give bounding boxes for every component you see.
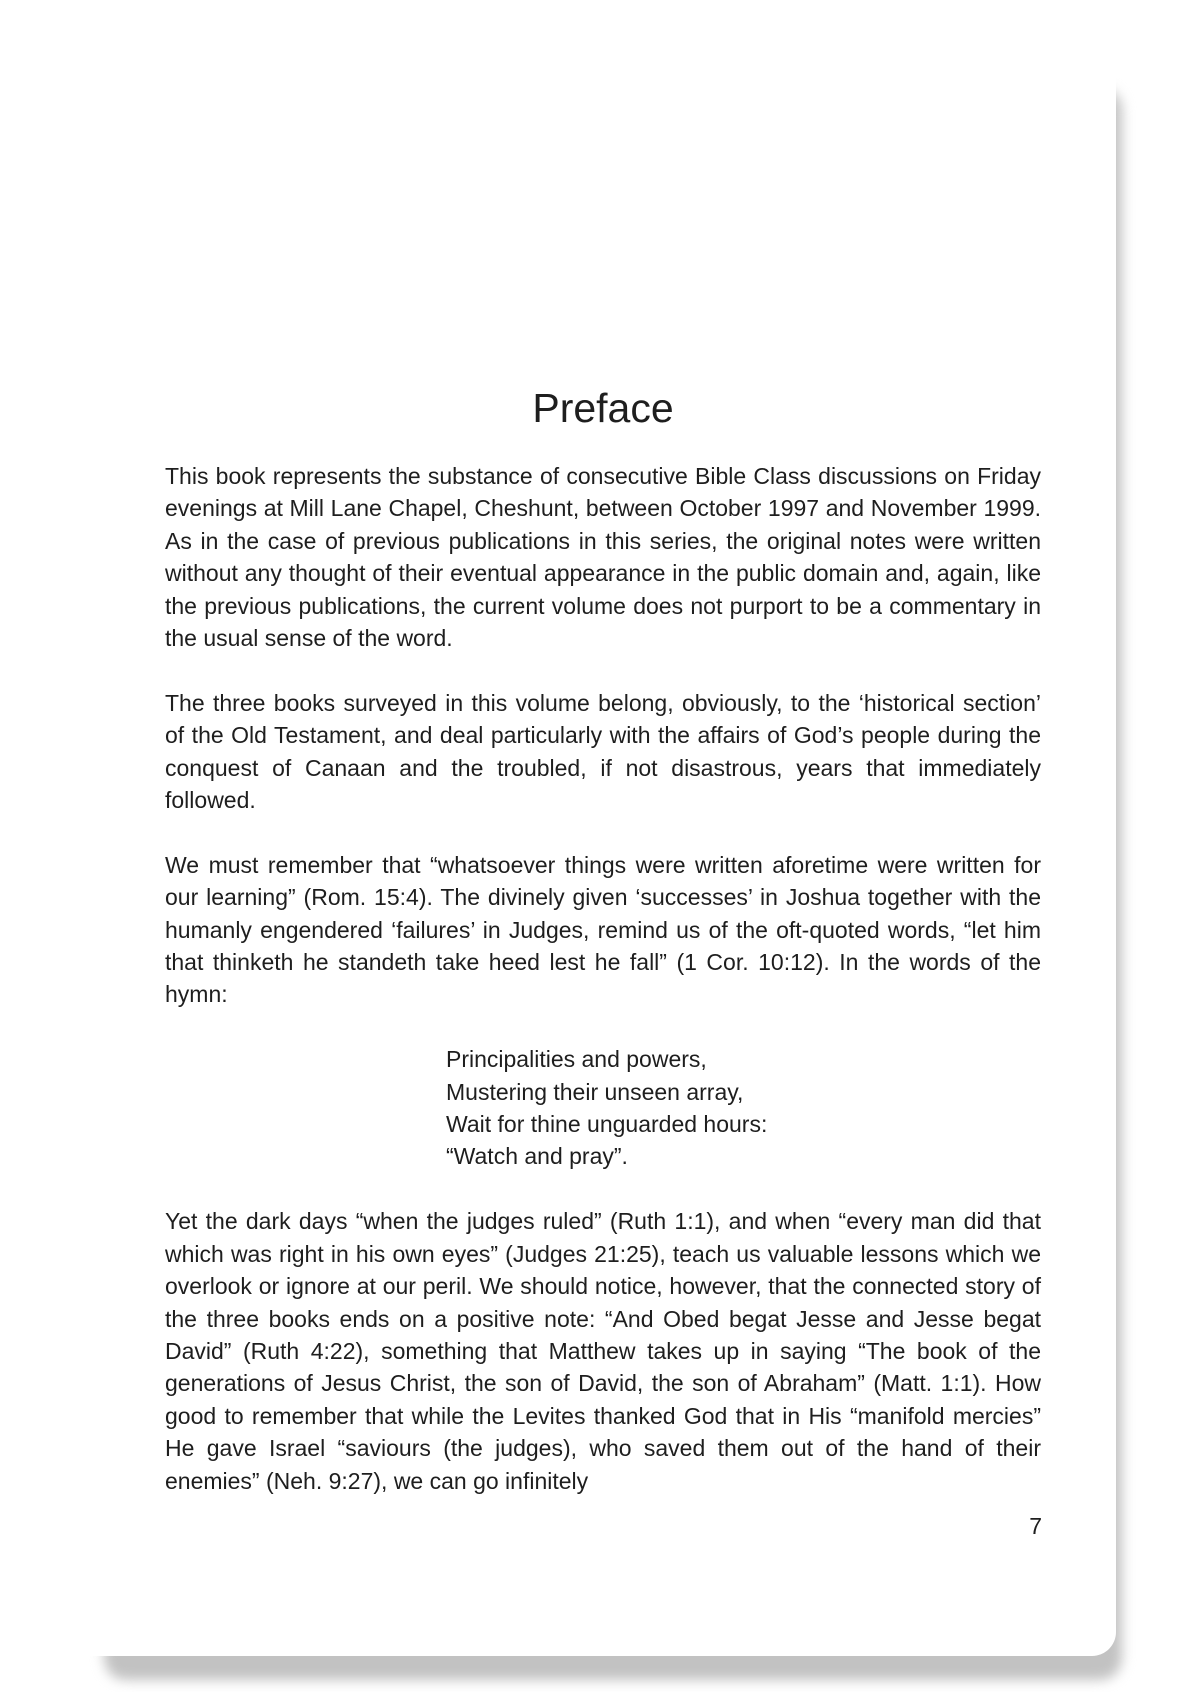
paragraph-remember: We must remember that “whatsoever things were written aforetime were written for our learning” (Rom. 15:4). The divinely given ‘successes’ in Joshua together with the humanly engendered ‘failures’ in Judges, remind us of the oft-quoted words, “let him that thinketh he standeth take heed lest he fall” (1 Cor. 10:12). In the words of the hymn:	[165, 851, 1041, 1008]
verse-line: Principalities and powers,	[446, 1046, 707, 1073]
preface-body	[165, 460, 1041, 1497]
verse-line: Wait for thine unguarded hours:	[446, 1111, 768, 1138]
verse-line: “Watch and pray”.	[446, 1143, 628, 1170]
page-number: 7	[1029, 1513, 1042, 1539]
paragraph-intro: This book represents the substance of consecutive Bible Class discussions on Friday evenings at Mill Lane Chapel, Cheshunt, between October 1997 and November 1999. As in the case of previous publications in this series, the original notes were written without any thought of their eventual appearance in the public domain and, again, like the previous publications, the current volume does not purport to be a commentary in the usual sense of the word.	[165, 463, 1041, 652]
paragraph-dark-days: Yet the dark days “when the judges ruled” (Ruth 1:1), and when “every man did that which was right in his own eyes” (Judges 21:25), teach us valuable lessons which we overlook or ignore at our peril. We should notice, however, that the connected story of the three books ends on a positive note: “And Obed begat Jesse and Jesse begat David” (Ruth 4:22), something that Matthew takes up in saying “The book of the generations of Jesus Christ, the son of David, the son of Abraham” (Matt. 1:1). How good to remember that while the Levites thanked God that in His “manifold mercies” He gave Israel “saviours (the judges), who saved them out of the hand of their enemies” (Neh. 9:27), we can go infinitely	[165, 1208, 1041, 1494]
page-title: Preface	[532, 385, 674, 431]
verse-line: Mustering their unseen array,	[446, 1078, 744, 1105]
hymn-verse	[446, 1043, 1041, 1173]
paragraph-historical-section: The three books surveyed in this volume belong, obviously, to the ‘historical section’ of the Old Testament, and deal particularly with the affairs of God’s people during the conquest of Canaan and the troubled, if not disastrous, years that immediately followed.	[165, 689, 1041, 814]
